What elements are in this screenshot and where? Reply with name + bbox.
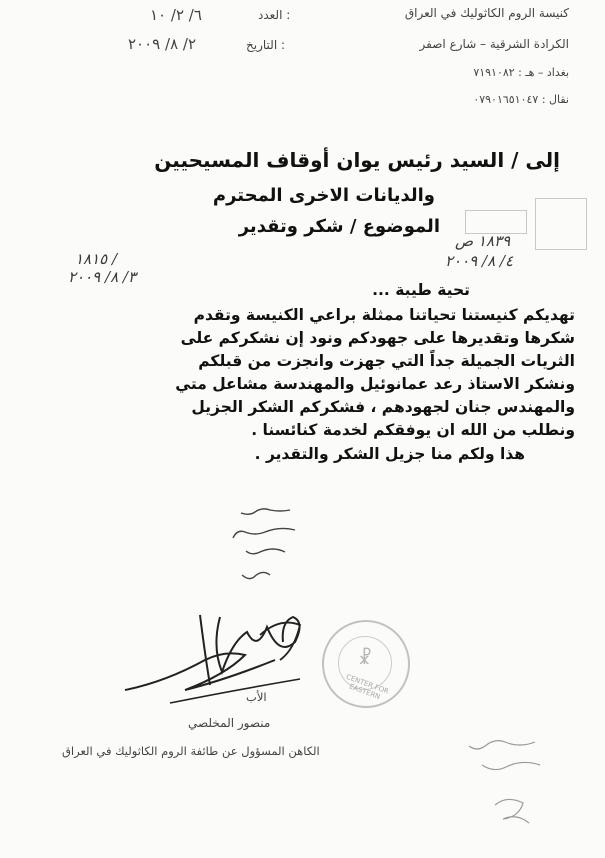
body-line-2: شكرها وتقديرها على جهودكم ونود إن نشكركم على bbox=[180, 329, 575, 347]
body-line-5: والمهندس جنان لجهودهم ، فشكركم الشكر الجزيل bbox=[191, 398, 575, 416]
signatory-name: منصور المخلصي bbox=[188, 716, 271, 730]
date-label: التاريخ : bbox=[246, 38, 286, 52]
registry-stamp-box bbox=[535, 198, 587, 250]
closing-line: هذا ولكم منا جزيل الشكر والتقدير . bbox=[254, 445, 525, 463]
subject-line: الموضوع / شكر وتقدير bbox=[238, 216, 440, 237]
body-line-6: ونطلب من الله ان يوفقكم لخدمة كنائسنا . bbox=[251, 421, 575, 439]
org-name: كنيسة الروم الكاثوليك في العراق bbox=[404, 6, 569, 20]
org-phone: بغداد – هـ : ٧١٩١٠٨٢ bbox=[473, 66, 569, 79]
margin-note-scribble bbox=[200, 500, 300, 590]
org-mobile: نقال : ٠٧٩٠١٦٥١٠٤٧ bbox=[473, 93, 569, 106]
faint-handwriting bbox=[435, 730, 555, 840]
body-line-3: الثريات الجميلة جداً التي جهزت وانجزت من قبلكم bbox=[198, 352, 575, 370]
signatory-title: الأب bbox=[246, 690, 267, 704]
addressee-line-2: والديانات الاخرى المحترم bbox=[212, 185, 435, 206]
incoming-date: ٤/ ٨/ ٢٠٠٩ bbox=[445, 252, 514, 270]
body-line-4: ونشكر الاستاذ رعد عمانوئيل والمهندسة مشاعل متي bbox=[175, 375, 575, 393]
addressee-line: إلى / السيد رئيس يوان أوقاف المسيحيين bbox=[154, 148, 560, 172]
stamp-text: CENTER FOR EASTERN bbox=[344, 672, 390, 702]
greeting: تحية طيبة ... bbox=[372, 281, 470, 299]
stamp-cross-icon: ☧ bbox=[358, 648, 373, 669]
org-address: الكرادة الشرقية – شارع اصفر bbox=[419, 37, 569, 51]
number-label: العدد : bbox=[258, 8, 291, 22]
date-value: ٢/ ٨/ ٢٠٠٩ bbox=[128, 35, 197, 53]
incoming-number: ١٨٣٩ ص bbox=[455, 232, 511, 250]
outgoing-number: ١٨١٥ / bbox=[75, 250, 118, 268]
outgoing-date: ٣/ ٨/ ٢٠٠٩ bbox=[68, 268, 137, 286]
body-line-1: تهديكم كنيستنا تحياتنا ممثلة براعي الكنيسة وتقدم bbox=[193, 306, 575, 324]
registry-stamp-box-2 bbox=[465, 210, 527, 234]
number-value: ٦/ ٢/ ١٠ bbox=[150, 6, 202, 24]
signatory-role: الكاهن المسؤول عن طائفة الروم الكاثوليك في العراق bbox=[62, 744, 320, 758]
signature-scribble bbox=[110, 605, 340, 715]
church-stamp bbox=[322, 620, 410, 708]
